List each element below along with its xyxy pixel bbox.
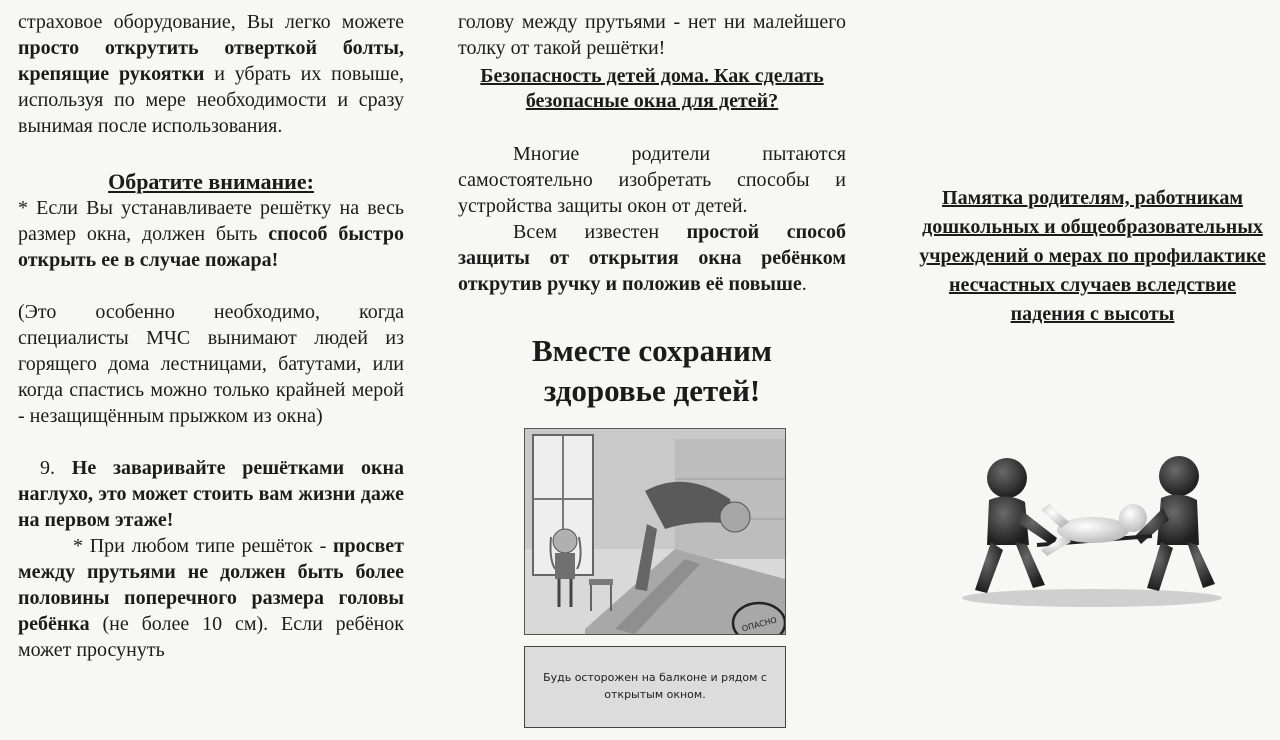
illustration-caption-box xyxy=(524,646,786,728)
text-run: и убрать их повыше, используя по мере необходимости и сразу вынимая после использования. xyxy=(18,63,404,137)
bold-text: способ быстро открыть ее в случае пожара! xyxy=(18,223,405,271)
text-run: Всем известен xyxy=(513,221,687,243)
paragraph-item-9 xyxy=(18,455,404,533)
illustration-drawing xyxy=(525,429,785,634)
text-run: . xyxy=(801,273,807,295)
paragraph-fire-escape xyxy=(18,195,404,273)
paragraph-parents-invent: Многие родители пытаются самостоятельно изобретать способы и устройства защиты окон от детей. xyxy=(458,143,846,217)
paragraph-mchs-note: (Это особенно необходимо, когда специалисты МЧС вынимают людей из горящего дома лестницами, батутами, или когда спастись можно только крайней мерой - незащищённым прыжком из окна) xyxy=(18,301,404,427)
slogan-title: Вместе сохраним здоровье детей! xyxy=(532,333,772,408)
memo-title: Памятка родителям, работникам дошкольных и общеобразовательных учреждений о мерах по профилактике несчастных случаев вследствие падения с высоты xyxy=(919,187,1266,325)
paragraph-grate-useless: голову между прутьями - нет ни малейшего толку от такой решётки! xyxy=(458,11,846,59)
item-number: 9. xyxy=(40,457,72,479)
text-run: (не более 10 см). Если ребёнок может просунуть xyxy=(18,613,404,661)
paragraph-simple-method xyxy=(458,219,846,297)
text-run: * При любом типе решёток - xyxy=(73,535,333,557)
attention-heading: Обратите внимание: xyxy=(108,169,314,194)
section-heading-safe-windows: Безопасность детей дома. Как сделать безопасные окна для детей? xyxy=(480,65,824,112)
window-danger-illustration xyxy=(524,428,786,635)
column-left xyxy=(18,0,404,663)
bold-text: просвет между прутьями не должен быть более половины поперечного размера головы ребёнка xyxy=(18,535,404,635)
danger-stamp: ОПАСНО xyxy=(740,615,778,634)
text-run: страховое оборудование, Вы легко можете xyxy=(18,11,404,33)
paragraph-bar-gap xyxy=(18,533,404,663)
paragraph-unscrew-handles xyxy=(18,9,404,139)
bold-text: просто открутить отверткой болты, крепящие рукоятки xyxy=(18,37,404,85)
illustration-caption: Будь осторожен на балконе и рядом с открытым окном. xyxy=(543,671,767,701)
text-run: * Если Вы устанавливаете решётку на весь размер окна, должен быть xyxy=(18,197,404,245)
bold-text: простой способ защиты от открытия окна ребёнком открутив ручку и положив её повыше xyxy=(458,221,846,295)
rescue-figures-image xyxy=(957,450,1227,610)
column-middle xyxy=(458,0,846,411)
bold-text: Не заваривайте решётками окна наглухо, это может стоить вам жизни даже на первом этаже! xyxy=(18,457,404,531)
column-right xyxy=(905,0,1280,740)
